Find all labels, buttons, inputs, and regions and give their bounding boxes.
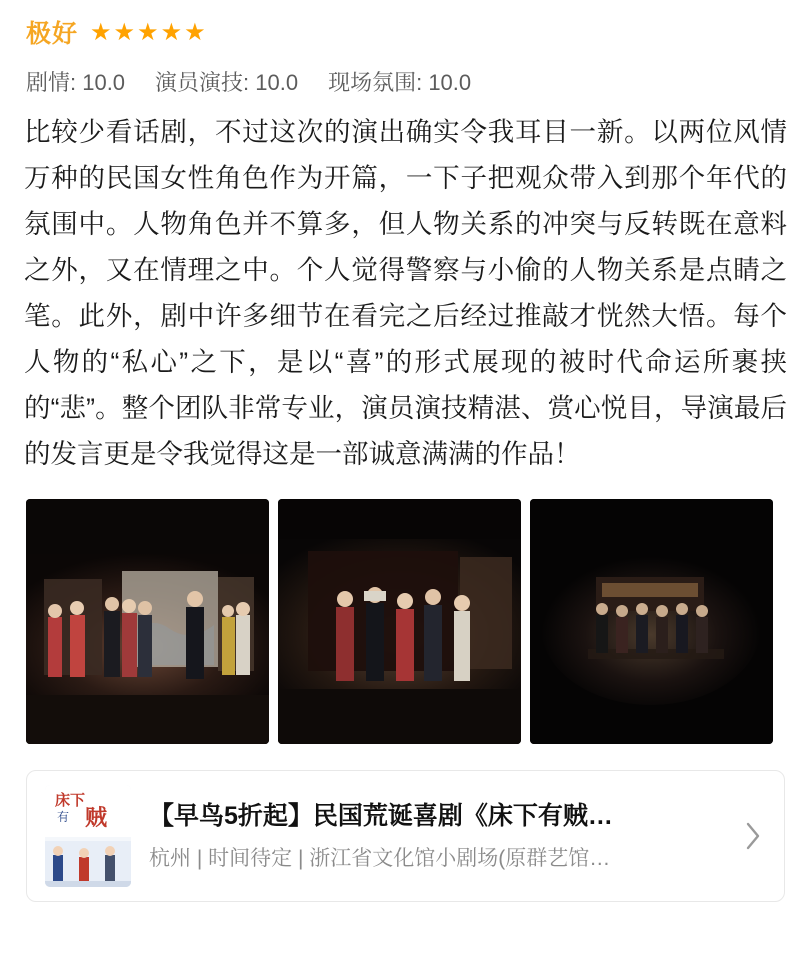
svg-text:贼: 贼 bbox=[85, 805, 108, 830]
rating-stars bbox=[90, 21, 206, 45]
star-icon: ★ bbox=[184, 19, 206, 46]
show-poster-image bbox=[45, 785, 131, 887]
stage-photo-1-image bbox=[26, 499, 269, 744]
stage-photo-2-image bbox=[278, 499, 521, 744]
svg-text:有: 有 bbox=[57, 810, 70, 824]
show-info bbox=[131, 799, 736, 873]
star-icon: ★ bbox=[160, 19, 183, 46]
sub-score-acting: 演员演技: 10.0 bbox=[155, 70, 299, 95]
chevron-right-glyph bbox=[743, 819, 763, 853]
star-icon: ★ bbox=[90, 19, 112, 46]
rating-label: 极好 bbox=[26, 20, 79, 48]
sub-score-plot: 剧情: 10.0 bbox=[26, 70, 126, 95]
stage-photo-2[interactable] bbox=[278, 499, 521, 744]
review-text: 比较少看话剧，不过这次的演出确实令我耳目一新。以两位风情万种的民国女性角色作为开篇，一下子把观众带入到那个年代的氛围中。人物角色并不算多，但人物关系的冲突与反转既在意料之外，又在情理之中。个人觉得警察与小偷的人物关系是点睛之笔。此外，剧中许多细节在看完之后经过推敲才恍然大悟。每个人物的“私心”之下，是以“喜”的形式展现的被时代命运所裹挟的“悲”。整个团队非常专业，演员演技精湛、赏心悦目，导演最后的发言更是令我觉得这是一部诚意满满的作品！ bbox=[24, 117, 787, 469]
stage-photo-1[interactable] bbox=[26, 499, 269, 744]
show-poster bbox=[45, 785, 131, 887]
show-card[interactable] bbox=[26, 770, 785, 902]
stage-photo-3[interactable] bbox=[530, 499, 773, 744]
stage-photo-3-image bbox=[530, 499, 773, 744]
show-meta: 杭州 | 时间待定 | 浙江省文化馆小剧场(原群艺馆… bbox=[149, 847, 611, 870]
sub-scores bbox=[0, 50, 811, 97]
star-icon: ★ bbox=[113, 19, 136, 46]
photo-gallery bbox=[0, 477, 811, 744]
svg-text:床下: 床下 bbox=[55, 793, 86, 809]
review-text-block bbox=[0, 97, 811, 477]
star-icon: ★ bbox=[137, 19, 159, 46]
rating-header bbox=[0, 0, 811, 50]
show-title: 【早鸟5折起】民国荒诞喜剧《床下有贼… bbox=[149, 802, 613, 830]
sub-score-atmosphere: 现场氛围: 10.0 bbox=[328, 70, 472, 95]
chevron-right-icon[interactable] bbox=[736, 819, 770, 853]
